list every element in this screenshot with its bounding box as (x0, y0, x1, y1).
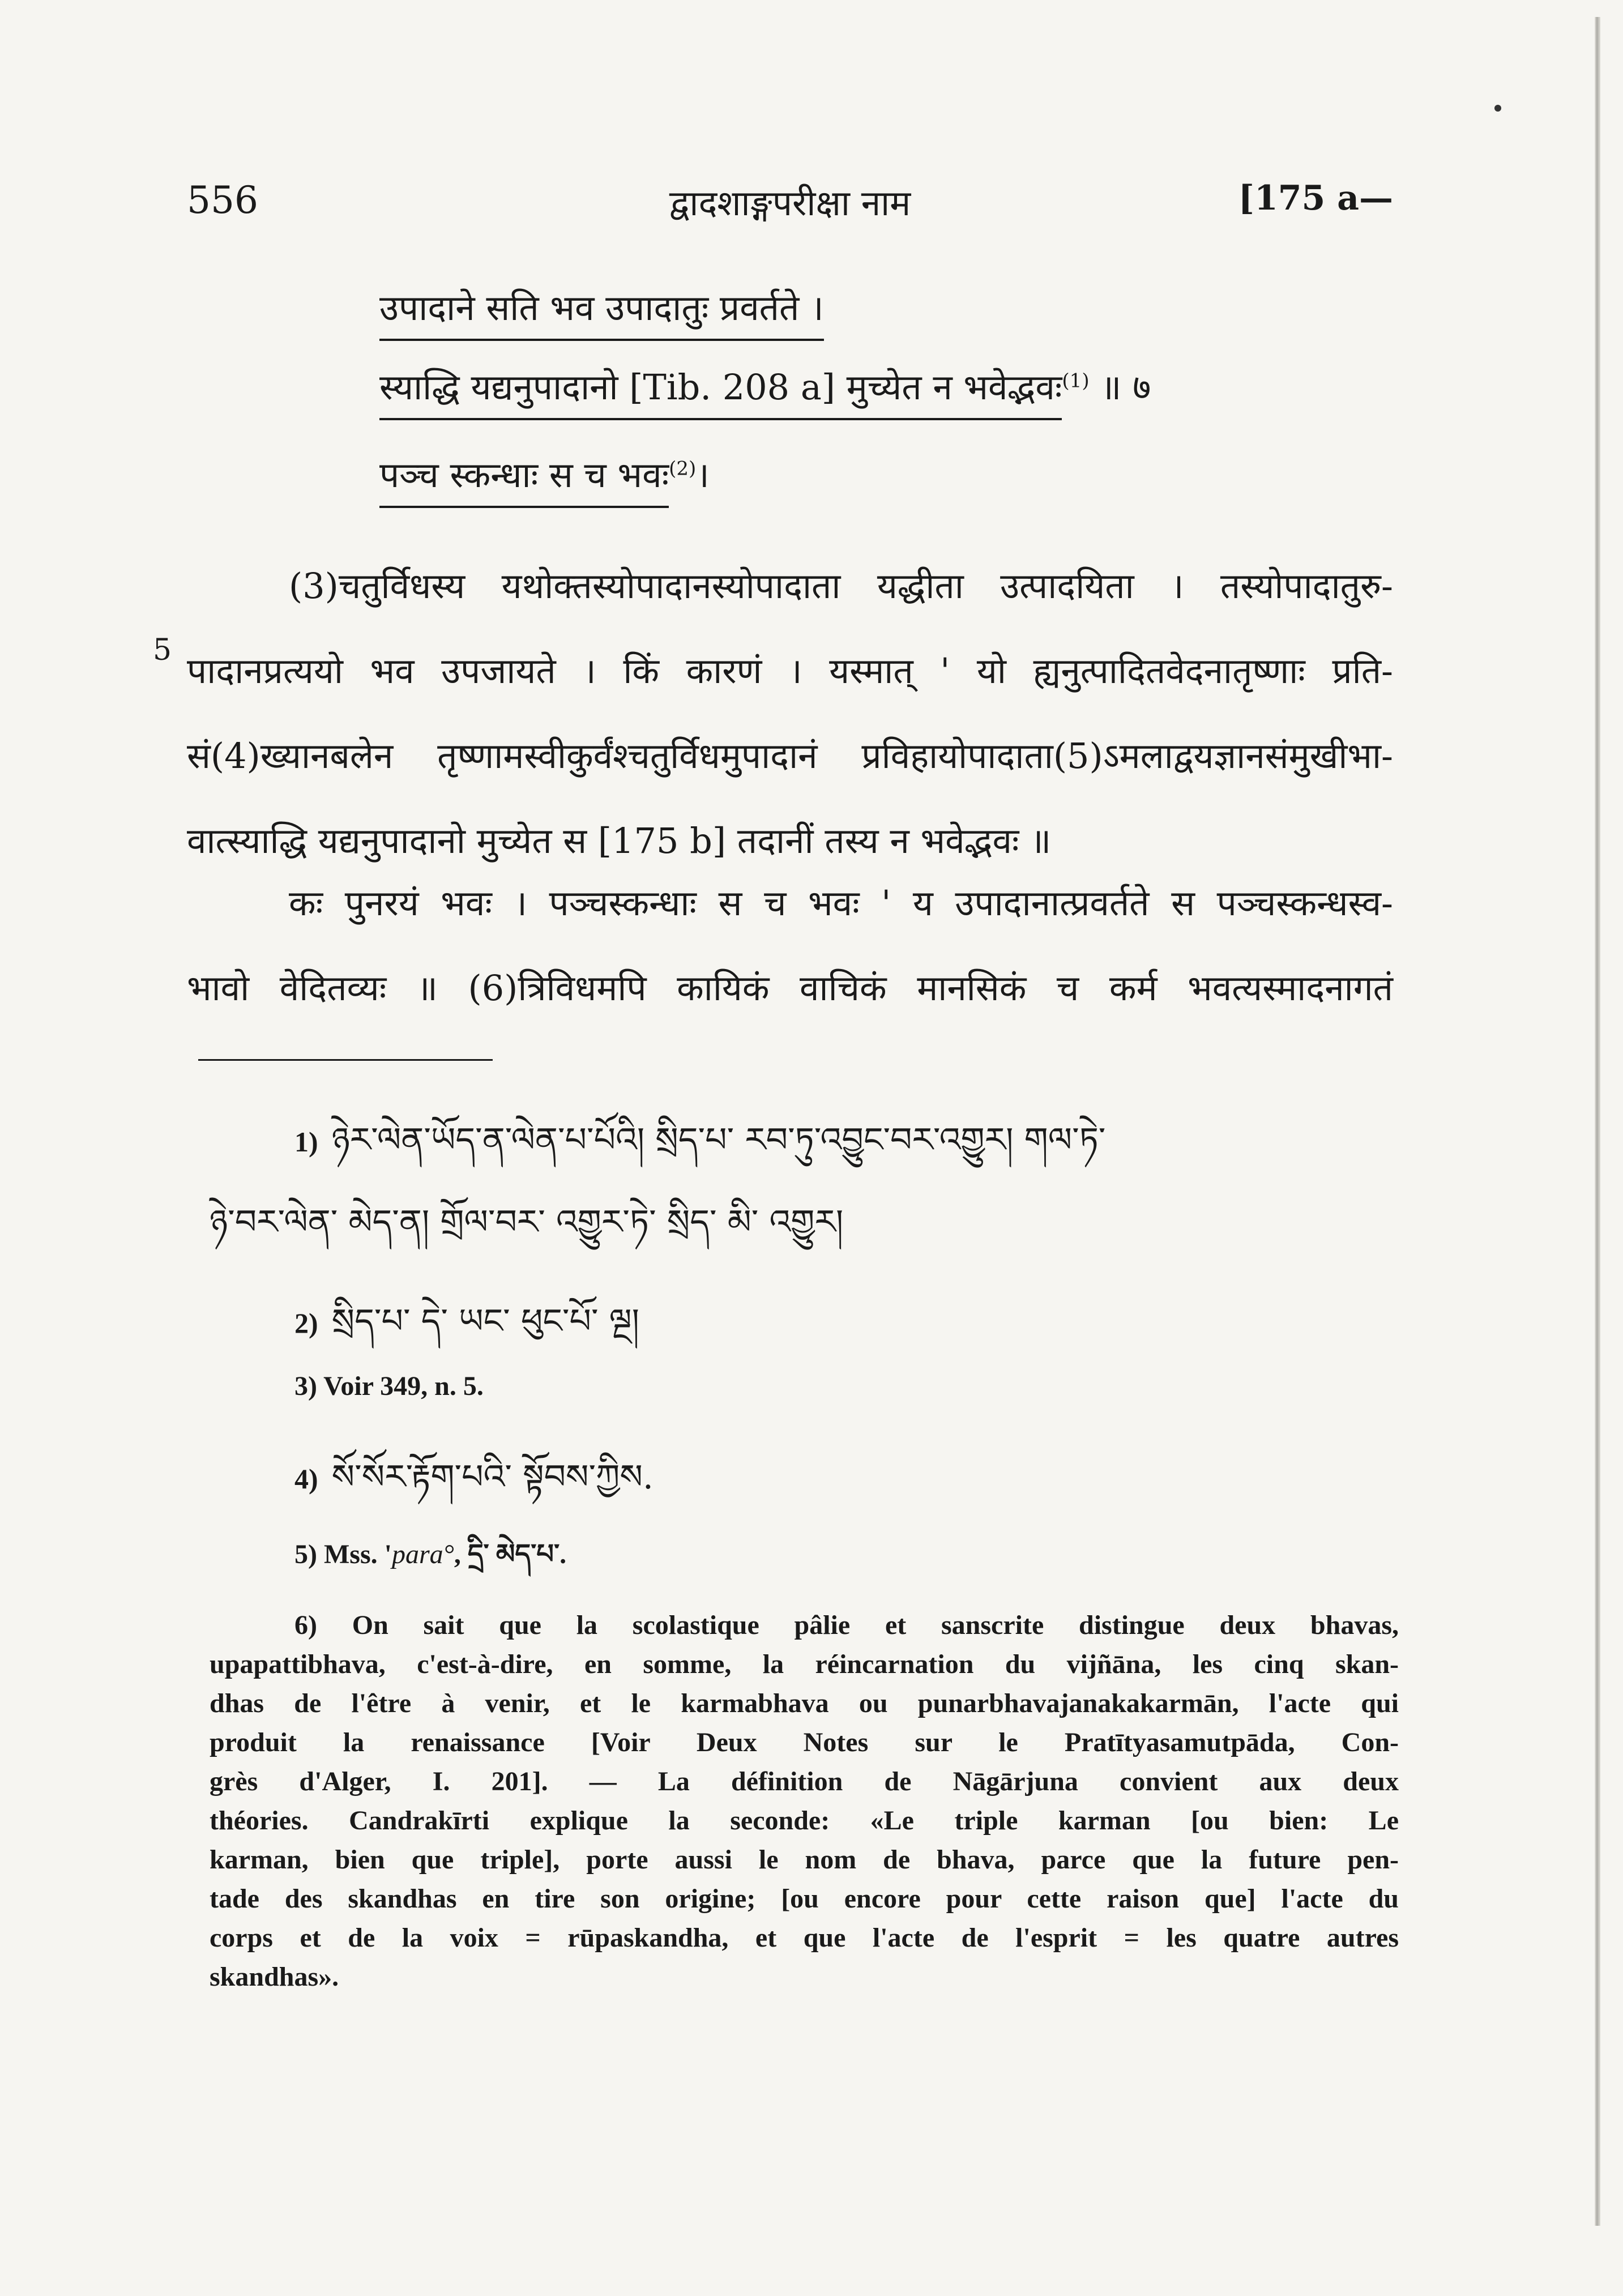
verse-number: ॥ ७ (1089, 366, 1151, 408)
ink-speck (1494, 105, 1501, 112)
footnote-1 (294, 1102, 1105, 1197)
footnote-separator (198, 1059, 493, 1061)
footnote-6-line: théories. Candrakīrti explique la seconde: «Le triple karman [ou bien: Le (210, 1806, 1399, 1836)
footnote-2-text: སྲིད་པ་ དེ་ ཡང་ ཕུང་པོ་ ལྔ། (331, 1301, 639, 1341)
commentary-line: पादानप्रत्ययो भव उपजायते । किं कारणं । यस्मात् ' यो ह्यनुत्पादितवेदनातृष्णाः प्रति- (187, 650, 1393, 692)
footnote-3-text: Voir 349, n. 5. (323, 1371, 484, 1401)
commentary-line: वात्स्याद्धि यद्यनुपादानो मुच्येत स [175 b] तदानीं तस्य न भवेद्भवः ॥ (187, 820, 1052, 861)
footnote-5-prefix: Mss. ' (323, 1539, 392, 1569)
verse-line-3-end: । (696, 454, 710, 496)
footnote-6-line: upapattibhava, c'est-à-dire, en somme, la réincarnation du vijñāna, les cinq skan- (210, 1649, 1399, 1679)
verse-line-2-text: स्याद्धि यद्यनुपादानो [Tib. 208 a] मुच्येत न भवेद्भवः (379, 362, 1062, 420)
footnote-6 (210, 1606, 1399, 1996)
footnote-3-number: 3) (294, 1371, 317, 1401)
footnote-ref-1: (1) (1062, 369, 1090, 392)
footnote-6-line: corps et de la voix = rūpaskandha, et que l'acte de l'esprit = les quatre autres (210, 1923, 1399, 1953)
verse-line-2 (379, 362, 1151, 420)
footnote-6-line: skandhas». (210, 1962, 339, 1992)
running-title: द्वादशाङ्गपरीक्षा नाम (669, 182, 911, 224)
footnote-1-text-continued: ཉེ་བར་ལེན་ མེད་ན། གྲོལ་བར་ འགྱུར་ཏེ་ སྲིད་ མི་ འགྱུར། (210, 1202, 844, 1242)
commentary-line: भावो वेदितव्यः ॥ (6)त्रिविधमपि कायिकं वाचिकं मानसिकं च कर्म भवत्यस्मादनागतं (187, 967, 1393, 1009)
footnote-1-text: ཉེར་ལེན་ཡོད་ན་ལེན་པ་པོའི། སྲིད་པ་ རབ་ཏུ་འབྱུང་བར་འགྱུར། གལ་ཏེ་ (331, 1120, 1106, 1160)
footnote-5-number: 5) (294, 1539, 317, 1569)
footnote-6-line: karman, bien que triple], porte aussi le nom de bhava, parce que la future pen- (210, 1845, 1399, 1875)
page-edge-shadow (1595, 17, 1600, 2226)
folio-reference: [175 a— (1238, 178, 1393, 218)
footnote-5-reading: para° (391, 1539, 454, 1569)
verse-line-3 (379, 450, 710, 508)
commentary-line: सं(4)ख्यानबलेन तृष्णामस्वीकुर्वंश्चतुर्विधमुपादानं प्रविहायोपादाता(5)ऽमलाद्वयज्ञानसंमुखीभा- (187, 735, 1393, 776)
footnote-ref-2: (2) (669, 457, 697, 480)
footnote-5-tibetan: , དྲི་ མེད་པ་. (454, 1539, 567, 1569)
verse-line-1 (379, 283, 824, 341)
verse-line-3-text: पञ्च स्कन्धाः स च भवः (379, 450, 669, 508)
footnote-2 (294, 1283, 639, 1379)
footnote-4 (294, 1439, 654, 1534)
footnote-6-line: tade des skandhas en tire son origine; [ou encore pour cette raison que] l'acte du (210, 1884, 1399, 1914)
footnote-4-text: སོ་སོར་རྟོག་པའི་ སྟོབས་ཀྱིས. (331, 1457, 654, 1497)
commentary-paragraph-2 (187, 861, 1393, 1031)
footnote-3 (294, 1371, 484, 1402)
footnote-5 (294, 1523, 566, 1600)
page-header (187, 173, 1393, 235)
commentary-paragraph-1 (187, 544, 1393, 884)
page-number: 556 (187, 178, 258, 222)
commentary-line: कः पुनरयं भवः । पञ्चस्कन्धाः स च भवः ' य उपादानात्प्रवर्तते स पञ्चस्कन्धस्व- (289, 882, 1393, 924)
footnote-2-number: 2) (294, 1307, 318, 1339)
footnote-6-line: produit la renaissance [Voir Deux Notes sur le Pratītyasamutpāda, Con- (210, 1727, 1399, 1757)
line-number-marker: 5 (153, 633, 172, 667)
verse-line-1-text: उपादाने सति भव उपादातुः प्रवर्तते । (379, 283, 824, 341)
footnote-1-number: 1) (294, 1126, 318, 1158)
footnote-4-number: 4) (294, 1463, 318, 1495)
commentary-line: (3)चतुर्विधस्य यथोक्तस्योपादानस्योपादाता यद्धीता उत्पादयिता । तस्योपादातुरु- (289, 565, 1393, 607)
footnote-6-line: grès d'Alger, I. 201]. — La définition de Nāgārjuna convient aux deux (210, 1766, 1399, 1796)
footnote-1-continued (210, 1184, 843, 1279)
footnote-6-line: 6) On sait que la scolastique pâlie et sanscrite distingue deux bhavas, (294, 1610, 1399, 1640)
footnote-6-line: dhas de l'être à venir, et le karmabhava ou punarbhavajanakakarmān, l'acte qui (210, 1688, 1399, 1718)
